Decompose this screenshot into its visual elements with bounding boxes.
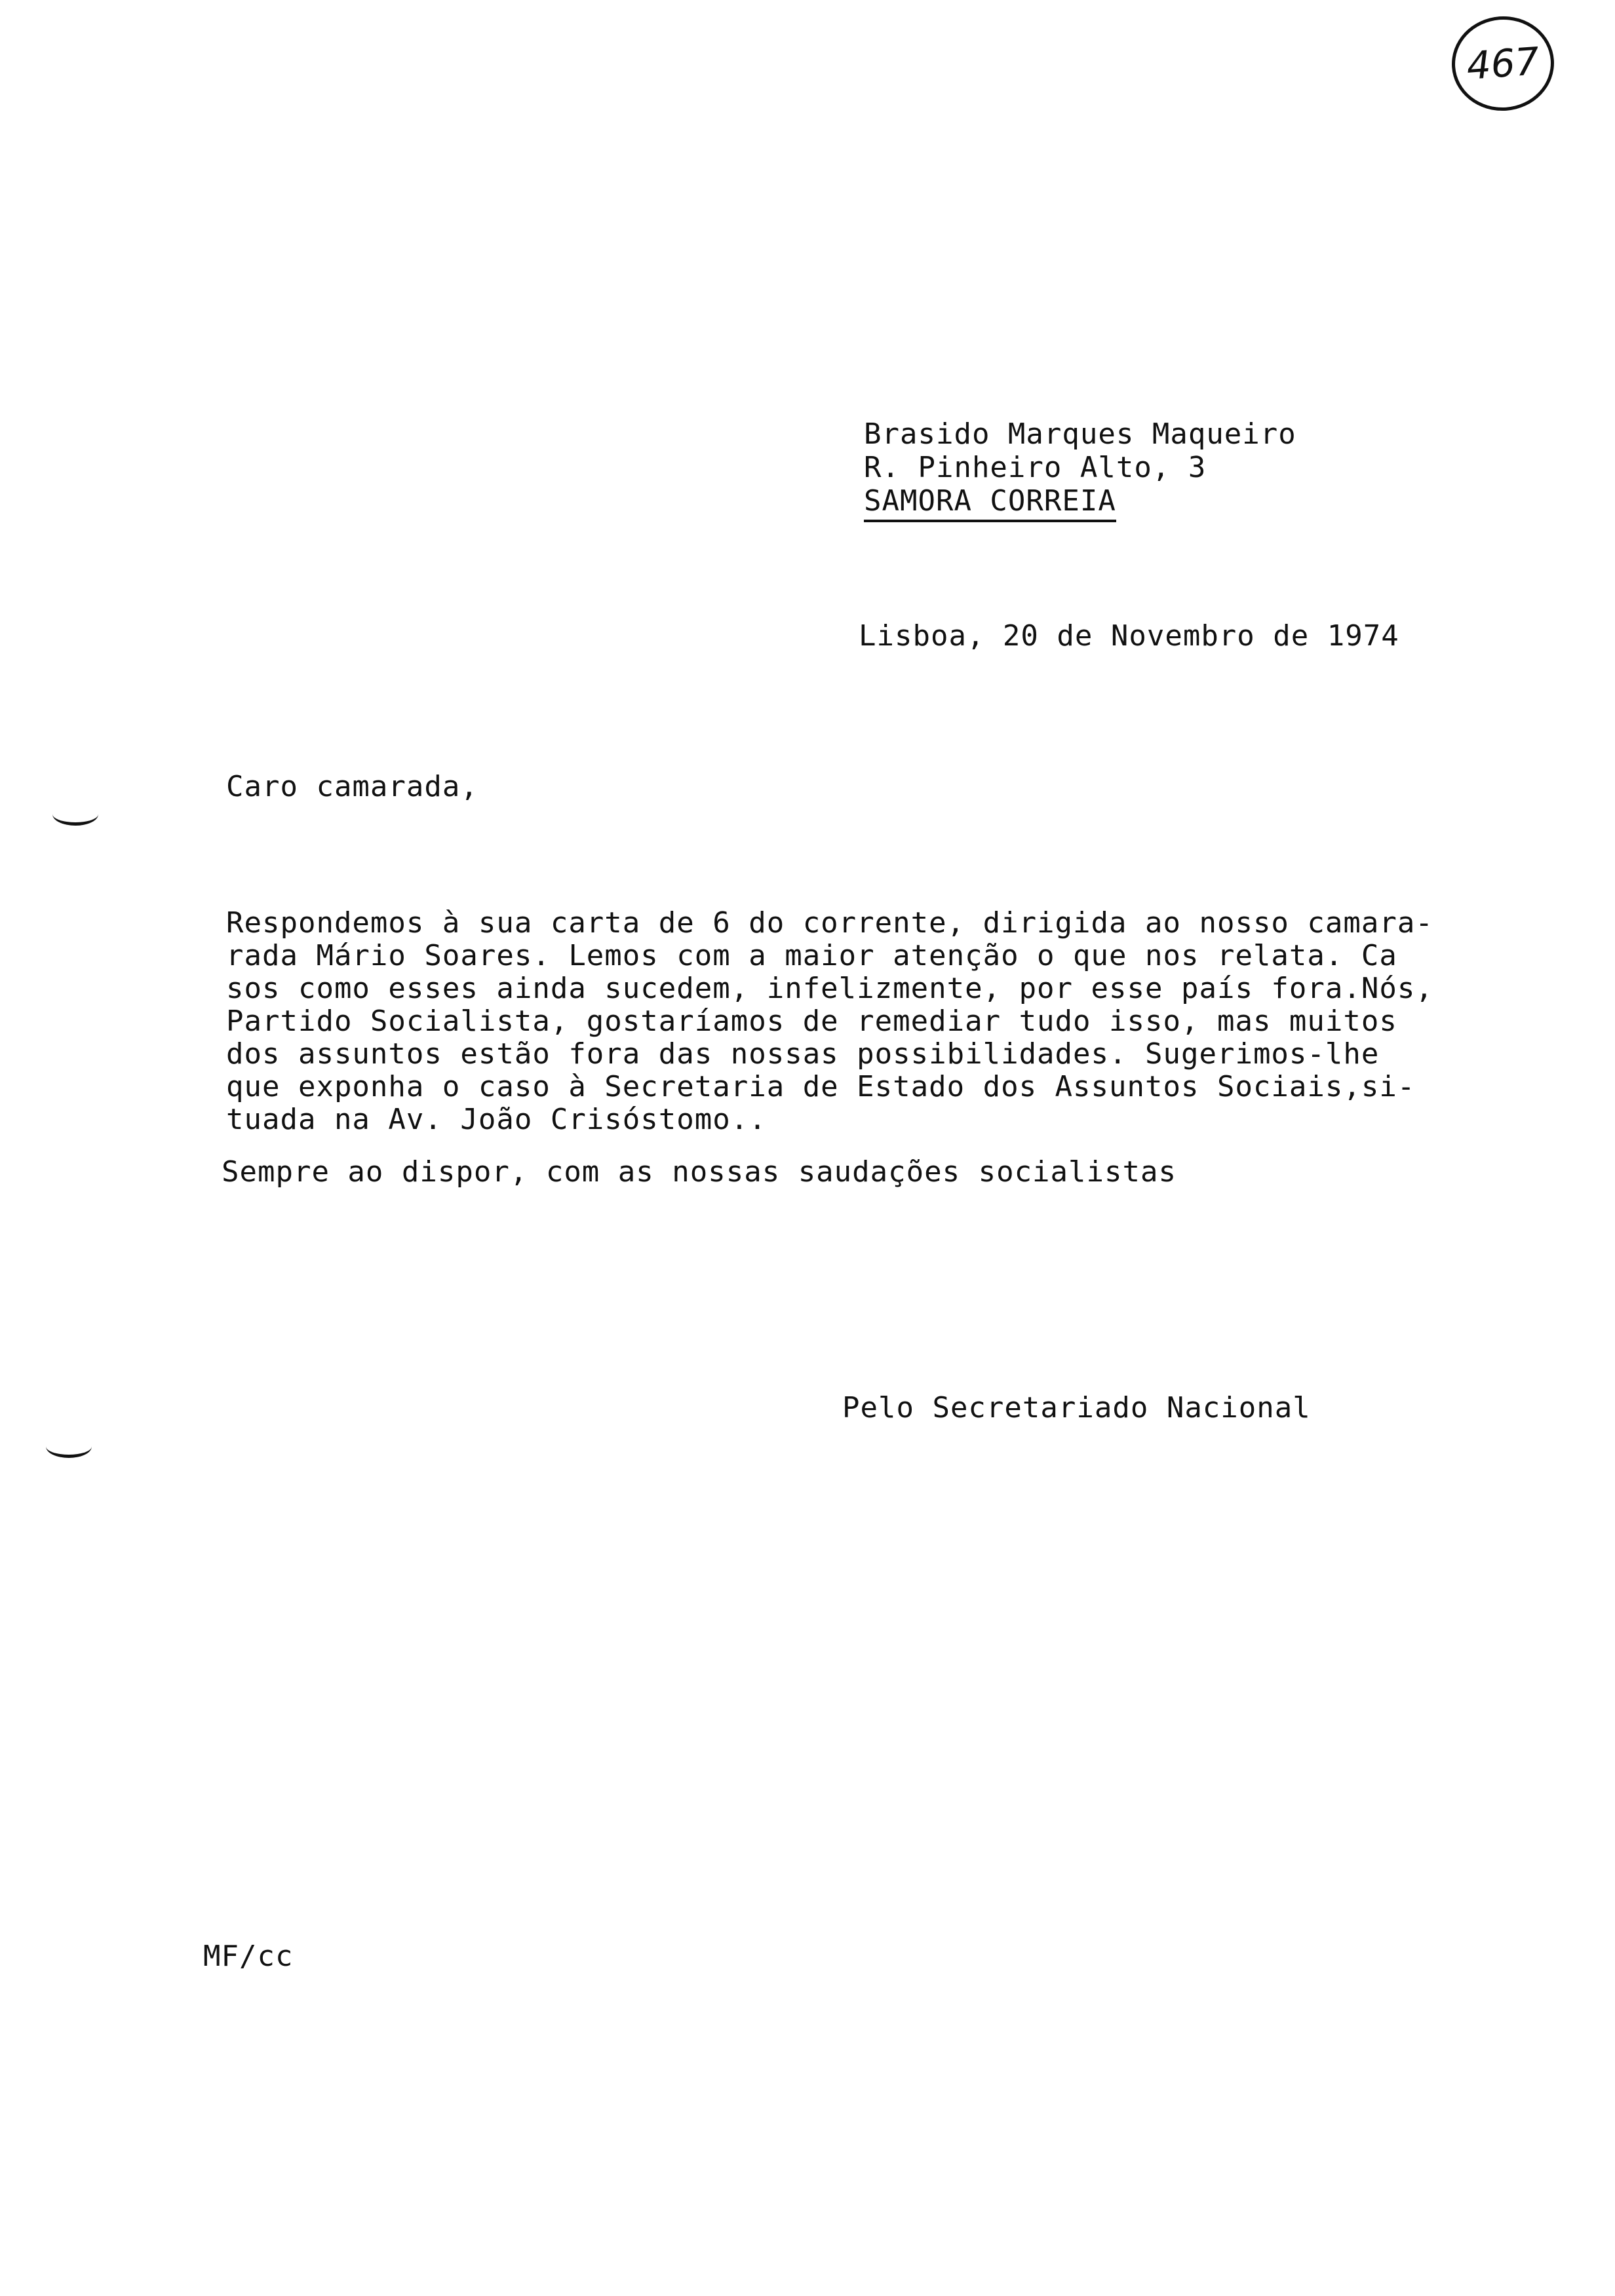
margin-punch-mark	[46, 1435, 92, 1458]
body-line: Partido Socialista, gostaríamos de remediar tudo isso, mas muitos	[226, 1004, 1397, 1038]
recipient-street: R. Pinheiro Alto, 3	[864, 451, 1207, 484]
date-line: Lisboa, 20 de Novembro de 1974	[859, 619, 1399, 653]
body-line: tuada na Av. João Crisóstomo..	[226, 1103, 767, 1136]
signature-line: Pelo Secretariado Nacional	[842, 1391, 1311, 1425]
body-line: sos como esses ainda sucedem, infelizmente, por esse país fora.Nós,	[226, 972, 1433, 1005]
recipient-city: SAMORA CORREIA	[864, 484, 1116, 522]
recipient-name: Brasido Marques Maqueiro	[864, 417, 1296, 451]
body-line: rada Mário Soares. Lemos com a maior atenção o que nos relata. Ca	[226, 939, 1397, 972]
body-line: Respondemos à sua carta de 6 do corrente, dirigida ao nosso camara-	[226, 906, 1433, 940]
page-number-stamp	[1449, 13, 1557, 115]
reference-initials: MF/cc	[203, 1940, 294, 1973]
salutation: Caro camarada,	[226, 770, 478, 803]
margin-punch-mark	[52, 803, 98, 826]
body-line: dos assuntos estão fora das nossas possibilidades. Sugerimos-lhe	[226, 1037, 1380, 1071]
closing-line: Sempre ao dispor, com as nossas saudações socialistas	[222, 1155, 1177, 1189]
body-line: que exponha o caso à Secretaria de Estado dos Assuntos Sociais,si-	[226, 1070, 1416, 1103]
page-number: 467	[1465, 39, 1541, 88]
